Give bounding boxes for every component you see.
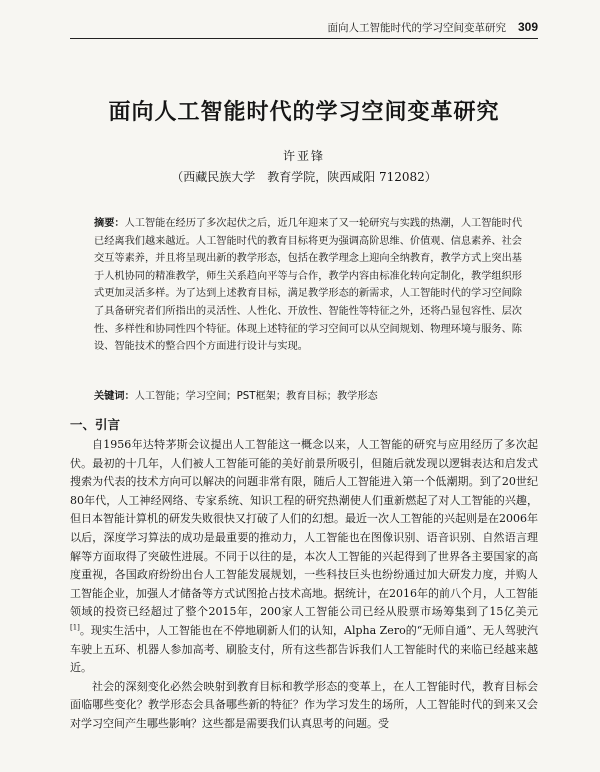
article-title: 面向人工智能时代的学习空间变革研究 bbox=[108, 100, 500, 125]
abstract bbox=[94, 215, 522, 356]
citation-marker[interactable]: [1] bbox=[70, 623, 80, 632]
running-header-title: 面向人工智能时代的学习空间变革研究 bbox=[327, 22, 506, 34]
section-body-introduction bbox=[70, 436, 538, 734]
section-heading-introduction: 一、引言 bbox=[70, 417, 121, 432]
paragraph-text: 自1956年达特茅斯会议提出人工智能这一概念以来，人工智能的研究与应用经历了多次起伏。最初的十几年，人们被人工智能可能的美好前景所吸引，但随后就发现以逻辑表达和启发式搜索为代表的技术方向可以解决的问题非常有限，随后人工智能进入第一个低潮期。到了20世纪80年代，人工神经网络、专家系统、知识工程的研究热潮使人们重新燃起了对人工智能的兴趣，但日本智能计算机的研发失败很快又打破了人们的幻想。最近一次人工智能的兴起则是在2006年以后，深度学习算法的成功是最重要的推动力，人工智能也在图像识别、语音识别、自然语言理解等方面取得了突破性进展。不同于以往的是，本次人工智能的兴起得到了世界各主要国家的高度重视，各国政府纷纷出台人工智能发展规划，一些科技巨头也纷纷通过加大研发力度，并购人工智能企业，加强人才储备等方式试图抢占技术高地。据统计，在2016年的前八个月，人工智能领域的投资已经超过了整个2015年，200家人工智能公司已经从股票市场筹集到了15亿美元 bbox=[70, 438, 538, 619]
author-affiliation: （西藏民族大学 教育学院，陕西咸阳 712082） bbox=[171, 170, 437, 184]
running-header bbox=[70, 20, 538, 39]
paragraph-text-continued: 。现实生活中，人工智能也在不停地刷新人们的认知，Alpha Zero的“无师自通”、无人驾驶汽车驶上五环、机器人参加高考、刷脸支付，所有这些都告诉我们人工智能时代的来临已经越来越近。 bbox=[70, 623, 538, 675]
author-name: 许亚锋 bbox=[282, 149, 325, 163]
abstract-label: 摘要： bbox=[94, 218, 125, 229]
body-paragraph bbox=[70, 678, 538, 734]
abstract-text: 人工智能在经历了多次起伏之后，近几年迎来了又一轮研究与实践的热潮，人工智能时代已经离我们越来越近。人工智能时代的教育目标将更为强调高阶思维、价值观、信息素养、社会交互等素养，并且将呈现出新的教学形态，包括在教学理念上迎向全纳教育，教学方式上突出基于人机协同的精准教学，师生关系趋向平等与合作，教学内容由标准化转向定制化，教学组织形式更加灵活多样。为了达到上述教育目标，满足教学形态的新需求，人工智能时代的学习空间除了具备研究者们所指出的灵活性、人性化、开放性、智能性等特征之外，还将凸显包容性、层次性、多样性和协同性四个特征。体现上述特征的学习空间可以从空间规划、物理环境与服务、陈设、智能技术的整合四个方面进行设计与实现。 bbox=[94, 218, 523, 353]
keywords bbox=[94, 388, 522, 405]
keywords-label: 关键词： bbox=[94, 391, 135, 402]
paragraph-text: 社会的深刻变化必然会映射到教育目标和教学形态的变革上，在人工智能时代，教育目标会面临哪些变化？教学形态会具备哪些新的特征？作为学习发生的场所，人工智能时代的到来又会对学习空间产生哪些影响？这些都是需要我们认真思考的问题。受 bbox=[70, 679, 538, 730]
keywords-text: 人工智能；学习空间；PST框架；教育目标；教学形态 bbox=[134, 391, 378, 402]
page-number: 309 bbox=[517, 20, 538, 34]
body-paragraph bbox=[70, 436, 538, 678]
